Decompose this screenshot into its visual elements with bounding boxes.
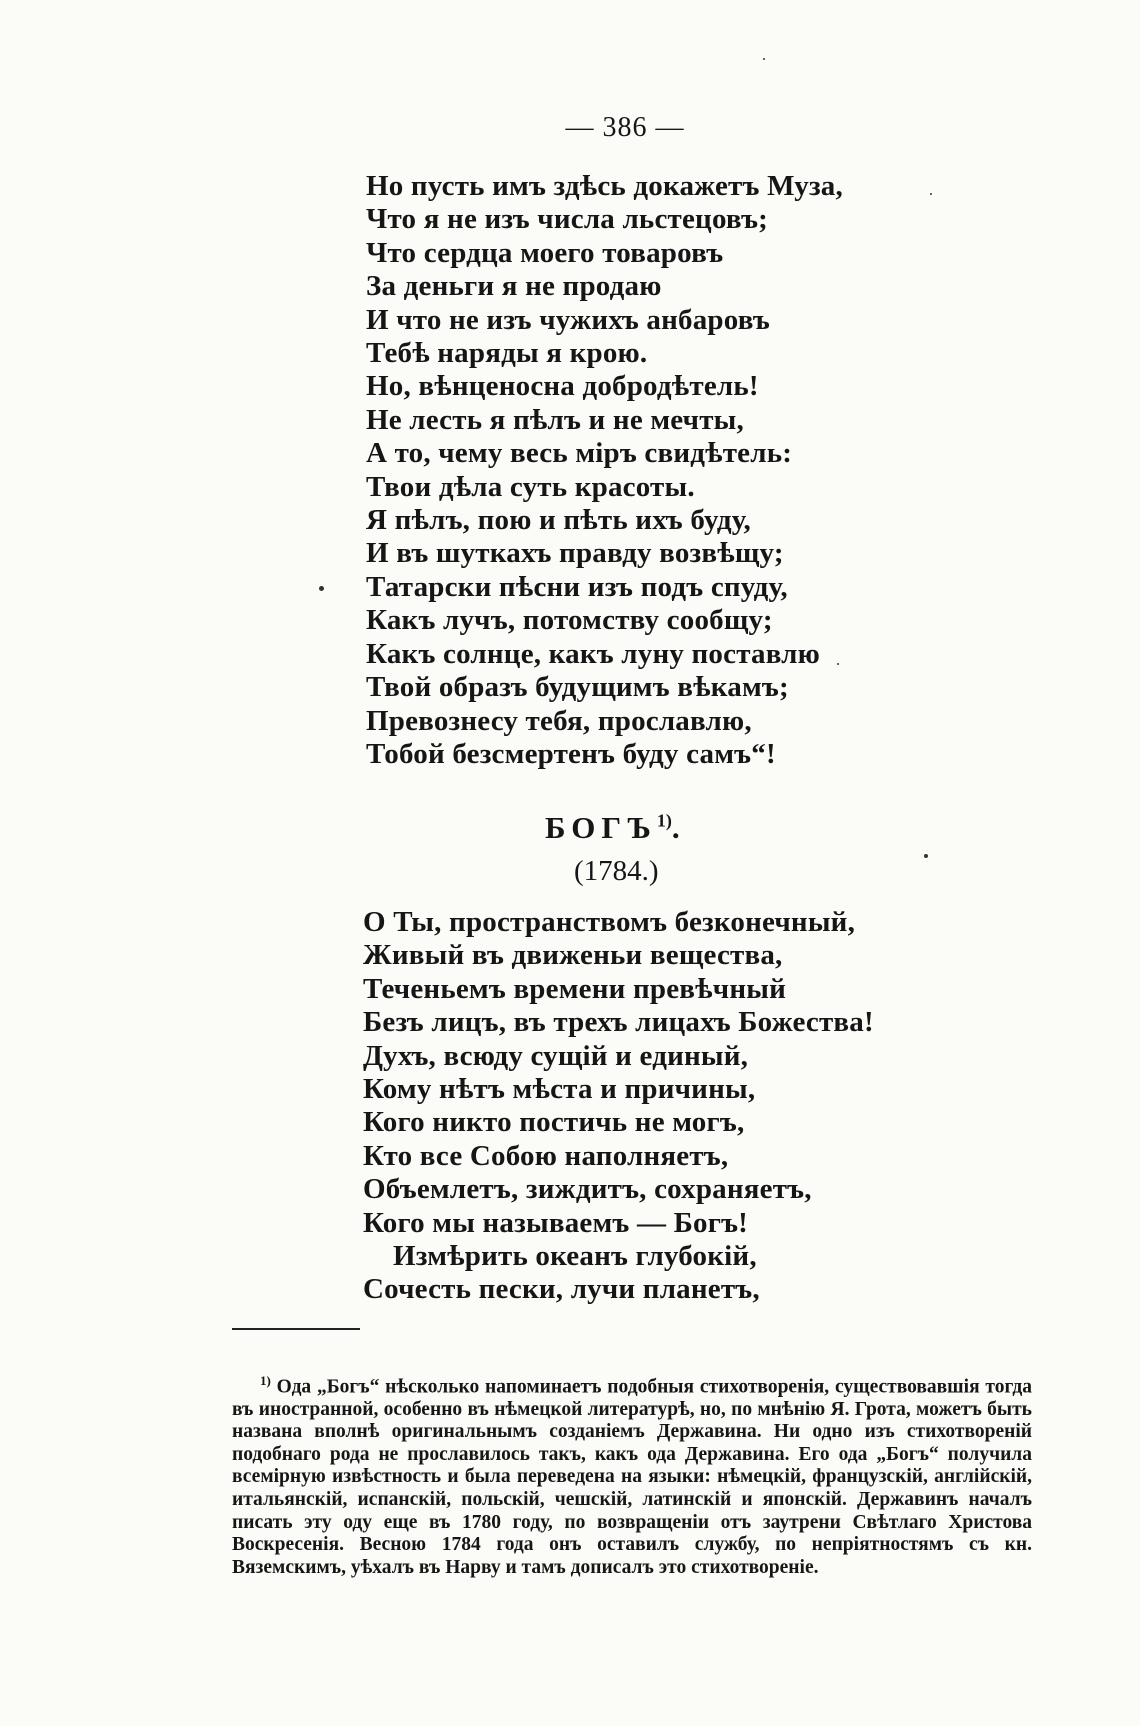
verse-line: И въ шуткахъ правду возвѣщу;	[366, 537, 784, 570]
poem-title	[545, 810, 686, 846]
poem-title-period: .	[671, 810, 686, 845]
verse-line: Кто все Собою наполняетъ,	[363, 1139, 729, 1172]
verse-line: Объемлетъ, зиждитъ, сохраняетъ,	[363, 1173, 812, 1206]
verse-line: Татарски пѣсни изъ подъ спуду,	[366, 570, 788, 603]
scan-speck	[319, 586, 324, 591]
verse-line: О Ты, пространствомъ безконечный,	[363, 906, 856, 938]
verse-line: Что я не изъ числа льстецовъ;	[366, 203, 769, 236]
verse-line: Теченьемъ времени превѣчный	[363, 972, 786, 1005]
verse-line: Тебѣ наряды я крою.	[366, 337, 648, 370]
verse-line: За деньги я не продаю	[366, 270, 662, 303]
footnote-reference[interactable]: 1)	[656, 810, 672, 831]
verse-line: Тобой безсмертенъ буду самъ“!	[366, 737, 776, 770]
verse-line: Не лесть я пѣлъ и не мечты,	[366, 403, 744, 436]
verse-line: Что сердца моего товаровъ	[366, 236, 724, 269]
footnote-separator	[232, 1328, 360, 1330]
verse-line: Духъ, всюду сущій и единый,	[363, 1039, 749, 1072]
verse-line: Какъ солнце, какъ луну поставлю	[366, 637, 821, 670]
poem-stanza-continuation	[366, 170, 843, 771]
poem-title-text: БОГЪ	[545, 810, 657, 845]
verse-line: Но, вѣнценосна добродѣтель!	[366, 370, 759, 403]
verse-line: Безъ лицъ, въ трехъ лицахъ Божества!	[363, 1006, 874, 1039]
verse-line: Кому нѣтъ мѣста и причины,	[363, 1073, 756, 1106]
verse-line: Какъ лучъ, потомству сообщу;	[366, 604, 773, 637]
verse-line: И что не изъ чужихъ анбаровъ	[366, 303, 770, 336]
verse-line: Твои дѣла суть красоты.	[366, 470, 695, 503]
verse-line: Превознесу тебя, прославлю,	[366, 704, 752, 737]
scan-speck	[930, 193, 932, 195]
verse-line: Я пѣлъ, пою и пѣть ихъ буду,	[366, 504, 751, 537]
verse-line: Кого никто постичь не могъ,	[363, 1106, 745, 1139]
scan-speck	[924, 854, 928, 858]
verse-line: Измѣрить океанъ глубокій,	[393, 1240, 757, 1273]
page-number: — 386 —	[565, 112, 685, 143]
verse-line: Кого мы называемъ — Богъ!	[363, 1206, 749, 1239]
scan-speck	[837, 663, 839, 665]
poem-date: (1784.)	[574, 855, 659, 887]
verse-line: Но пусть имъ здѣсь докажетъ Муза,	[366, 170, 843, 202]
verse-line: Сочесть пески, лучи планетъ,	[363, 1273, 760, 1306]
footnote	[232, 1370, 1032, 1580]
footnote-mark: 1)	[260, 1372, 271, 1388]
poem-stanza-opening	[363, 906, 874, 1307]
footnote-text: Ода „Богъ“ нѣсколько напоминаетъ подобныя стихотворенія, существовавшія тогда въ иностранной, особенно въ нѣмецкой литературѣ, но, по мнѣнію Я. Грота, можетъ быть названа вполнѣ оригинальнымъ созданіемъ Державина. Ни одно изъ стихотвореній подобнаго рода не прославилось такъ, какъ ода Державина. Его ода „Богъ“ получила всемірную извѣстность и была переведена на языки: нѣмецкій, французскій, англійскій, итальянскій, испанскій, польскій, чешскій, латинскій и японскій. Державинъ началъ писать эту оду еще въ 1780 году, по возвращеніи отъ заутрени Свѣтлаго Христова Воскресенія. Весною 1784 года онъ оставилъ службу, по непріятностямъ съ кн. Вяземскимъ, уѣхалъ въ Нарву и тамъ дописалъ это стихотвореніе.	[232, 1376, 1032, 1578]
verse-line: А то, чему весь міръ свидѣтель:	[366, 437, 793, 470]
scan-speck	[763, 58, 765, 60]
verse-line: Живый въ движеньи вещества,	[363, 939, 783, 972]
verse-line: Твой образъ будущимъ вѣкамъ;	[366, 671, 789, 704]
